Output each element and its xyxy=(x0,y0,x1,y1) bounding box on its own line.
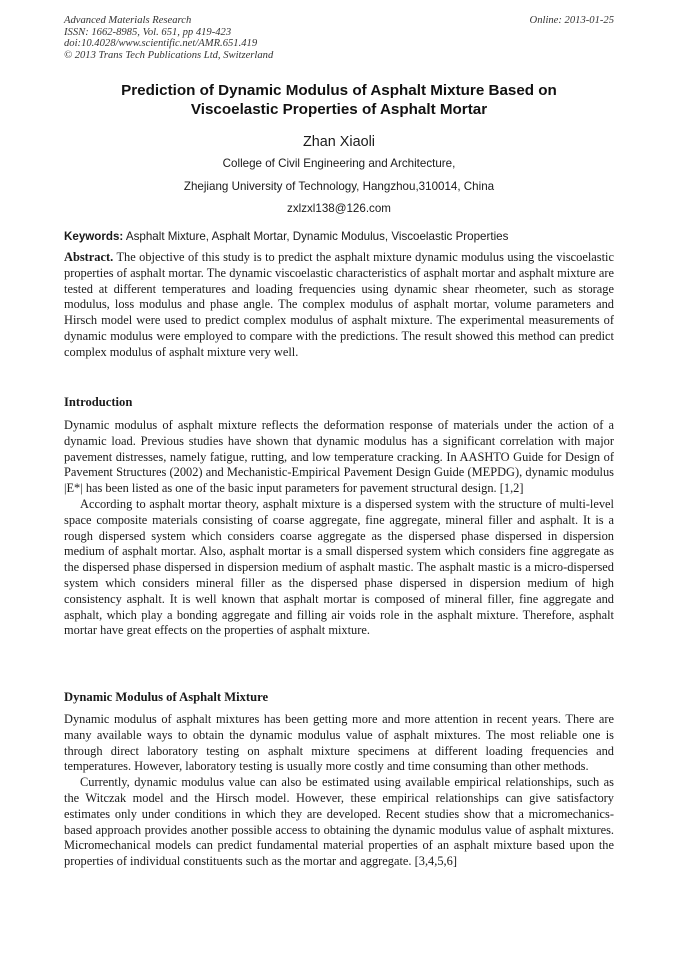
affiliation-line-2: Zhejiang University of Technology, Hangzhou,310014, China xyxy=(183,180,495,193)
abstract-text: The objective of this study is to predict the asphalt mixture dynamic modulus using the viscoelastic properties of asphalt mortar. The dynamic viscoelastic characteristics of asphalt mortar and asphalt mixture are tested at different temperatures and loading frequencies using dynamic shear rheometer, such as storage modulus, loss modulus and phase angle. The complex modulus of asphalt mortar, volume parameters and Hirsch model were used to predict complex modulus of asphalt mixture. The experimental measurements of dynamic modulus were employed to compare with the predictions. The result showed this method can predict complex modulus of asphalt mixture very well. xyxy=(64,250,614,359)
dm-paragraph-2: Currently, dynamic modulus value can also be estimated using available empirical relationships, such as the Witczak model and the Hirsch model. However, these empirical relationships can give satisfactory estimates only under conditions in which they are developed. Recent studies show that a micromechanics-based approach provides another possible access to obtaining the dynamic modulus value of asphalt mixtures. Micromechanical models can predict fundamental material properties of an asphalt mixture based upon the properties of individual constituents such as the mortar and aggregate. [3,4,5,6] xyxy=(64,775,614,869)
author-email: zxlzxl138@126.com xyxy=(287,202,391,215)
intro-paragraph-1: Dynamic modulus of asphalt mixture reflects the deformation response of materials under the action of a dynamic load. Previous studies have shown that dynamic modulus has a significant correlation with major pavement distresses, namely fatigue, rutting, and low temperature cracking. In AASHTO Guide for Design of Pavement Structures (2002) and Mechanistic-Empirical Pavement Design Guide (MEPDG), dynamic modulus |E*| has been listed as one of the basic input parameters for pavement structural design. [1,2] xyxy=(64,418,614,496)
title-line-2: Viscoelastic Properties of Asphalt Mortar xyxy=(190,101,488,118)
abstract xyxy=(64,250,614,361)
keywords-label: Keywords: xyxy=(64,230,124,243)
affiliation-line-1: College of Civil Engineering and Architecture, xyxy=(222,157,456,170)
paper-title xyxy=(64,81,614,119)
online-date: Online: 2013-01-25 xyxy=(529,15,614,26)
keywords xyxy=(64,229,614,244)
dm-paragraph-1: Dynamic modulus of asphalt mixtures has been getting more and more attention in recent years. There are many available ways to obtain the dynamic modulus value of asphalt mixtures. The most reliable one is through direct laboratory testing on asphalt mixture specimens at different loading frequencies and temperatures. However, laboratory testing is usually more costly and time consuming than other methods. xyxy=(64,712,614,774)
journal-header xyxy=(64,15,273,61)
doi-line: doi:10.4028/www.scientific.net/AMR.651.419 xyxy=(64,38,258,50)
introduction-body xyxy=(64,418,614,639)
title-line-1: Prediction of Dynamic Modulus of Asphalt Mixture Based on xyxy=(121,82,557,99)
keywords-text: Asphalt Mixture, Asphalt Mortar, Dynamic Modulus, Viscoelastic Properties xyxy=(125,230,509,243)
issn-line: ISSN: 1662-8985, Vol. 651, pp 419-423 xyxy=(64,26,232,38)
abstract-label: Abstract. xyxy=(64,250,114,264)
copyright-line: © 2013 Trans Tech Publications Ltd, Switzerland xyxy=(64,49,274,61)
section-heading-dynamic-modulus: Dynamic Modulus of Asphalt Mixture xyxy=(64,690,269,704)
journal-name: Advanced Materials Research xyxy=(64,15,192,26)
section-heading-introduction: Introduction xyxy=(64,395,133,409)
intro-paragraph-2: According to asphalt mortar theory, asphalt mixture is a dispersed system with the structure of multi-level space composite materials consisting of coarse aggregate, fine aggregate, mineral filler and asphalt. It is a rough dispersed system which considers coarse aggregate as the dispersed phase dispersed in dispersion medium of asphalt mortar. Also, asphalt mortar is a small dispersed system which considers fine aggregate as the dispersed phase dispersed in dispersion medium of asphalt mastic. The asphalt mastic is a micro-dispersed system which considers mineral filler as the dispersed phase dispersed in dispersion medium of high consistency asphalt. It is well known that asphalt mortar is composed of mineral filler, fine aggregate and asphalt, which play a bonding aggregate and filling air voids role in the asphalt mixture. Therefore, asphalt mortar have great effects on the properties of asphalt mixture. xyxy=(64,496,614,638)
author-name: Zhan Xiaoli xyxy=(303,134,375,150)
dynamic-modulus-body xyxy=(64,712,614,870)
